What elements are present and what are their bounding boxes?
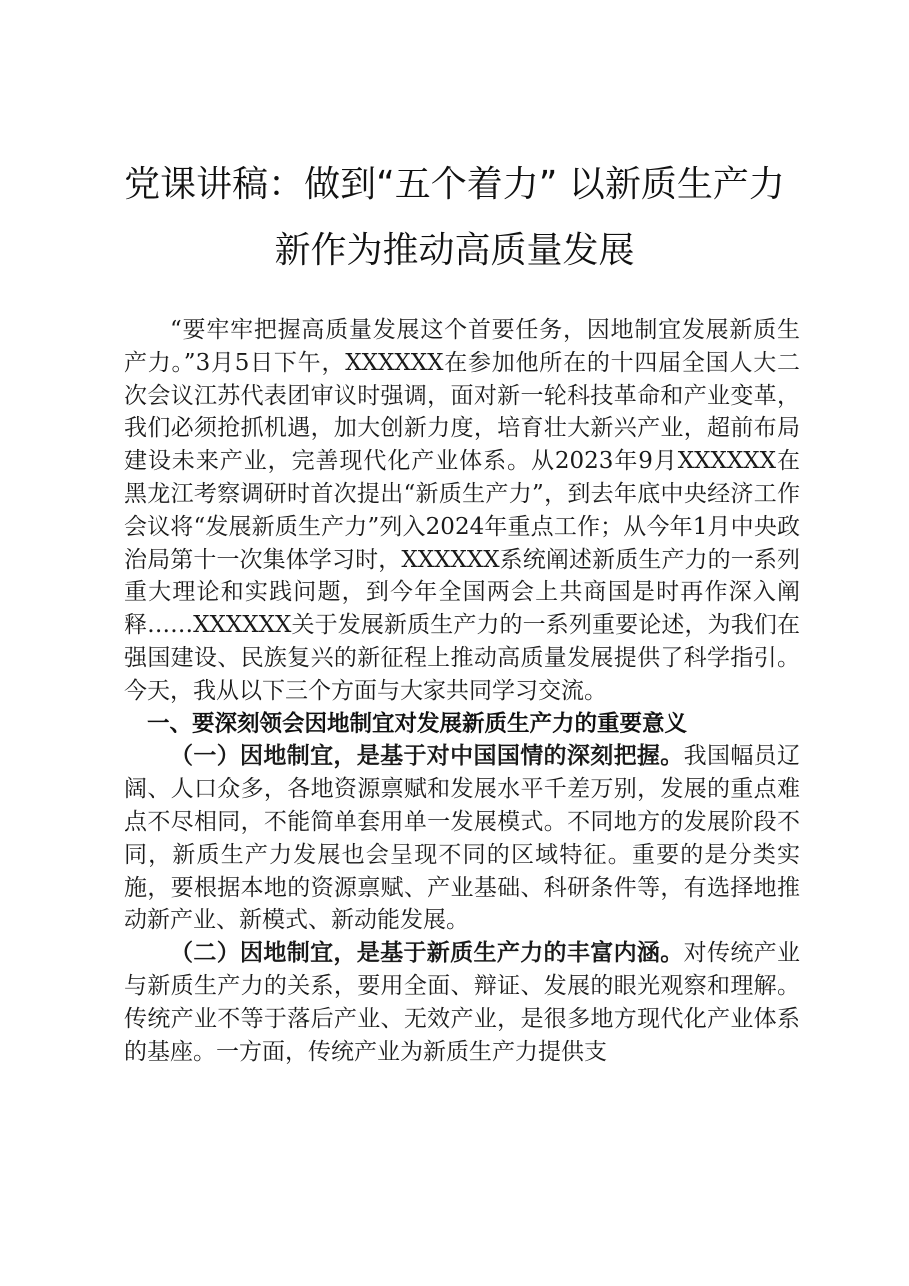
point-text-2: 对传统产业与新质生产力的关系，要用全面、辩证、发展的眼光观察和理解。传统产业不等于落后产业、无效产业，是很多地方现代化产业体系的基座。一方面，传统产业为新质生产力提供支 — [124, 940, 801, 1065]
point-text-1: 我国幅员辽阔、人口众多，各地资源禀赋和发展水平千差万别，发展的重点难点不尽相同，不能简单套用单一发展模式。不同地方的发展阶段不同，新质生产力发展也会呈现不同的区域特征。重要的是分类实施，要根据本地的资源禀赋、产业基础、科研条件等，有选择地推动新产业、新模式、新动能发展。 — [124, 743, 801, 934]
point-paragraph-1 — [124, 740, 800, 937]
point-paragraph-2 — [124, 937, 800, 1068]
document-title-line-1: 党课讲稿：做到“五个着力” 以新质生产力 — [124, 164, 785, 205]
document-title-line-2: 新作为推动高质量发展 — [274, 230, 635, 271]
section-heading-1: 一、要深刻领会因地制宜对发展新质生产力的重要意义 — [147, 710, 688, 737]
point-lead-2: （二）因地制宜，是基于新质生产力的丰富内涵。 — [170, 940, 684, 967]
document-body — [124, 314, 800, 1068]
intro-paragraph: “要牢牢把握高质量发展这个首要任务，因地制宜发展新质生产力。”3月5日下午，XXXXXX在参加他所在的十四届全国人大二次会议江苏代表团审议时强调，面对新一轮科技革命和产业变革，我们必须抢抓机遇，加大创新力度，培育壮大新兴产业，超前布局建设未来产业，完善现代化产业体系。从2023年9月XXXXXX在黑龙江考察调研时首次提出“新质生产力”，到去年底中央经济工作会议将“发展新质生产力”列入2024年重点工作；从今年1月中央政治局第十一次集体学习时，XXXXXX系统阐述新质生产力的一系列重大理论和实践问题，到今年全国两会上共商国是时再作深入阐释……XXXXXX关于发展新质生产力的一系列重要论述，为我们在强国建设、民族复兴的新征程上推动高质量发展提供了科学指引。今天，我从以下三个方面与大家共同学习交流。 — [124, 317, 800, 704]
point-lead-1: （一）因地制宜，是基于对中国国情的深刻把握。 — [170, 743, 684, 770]
